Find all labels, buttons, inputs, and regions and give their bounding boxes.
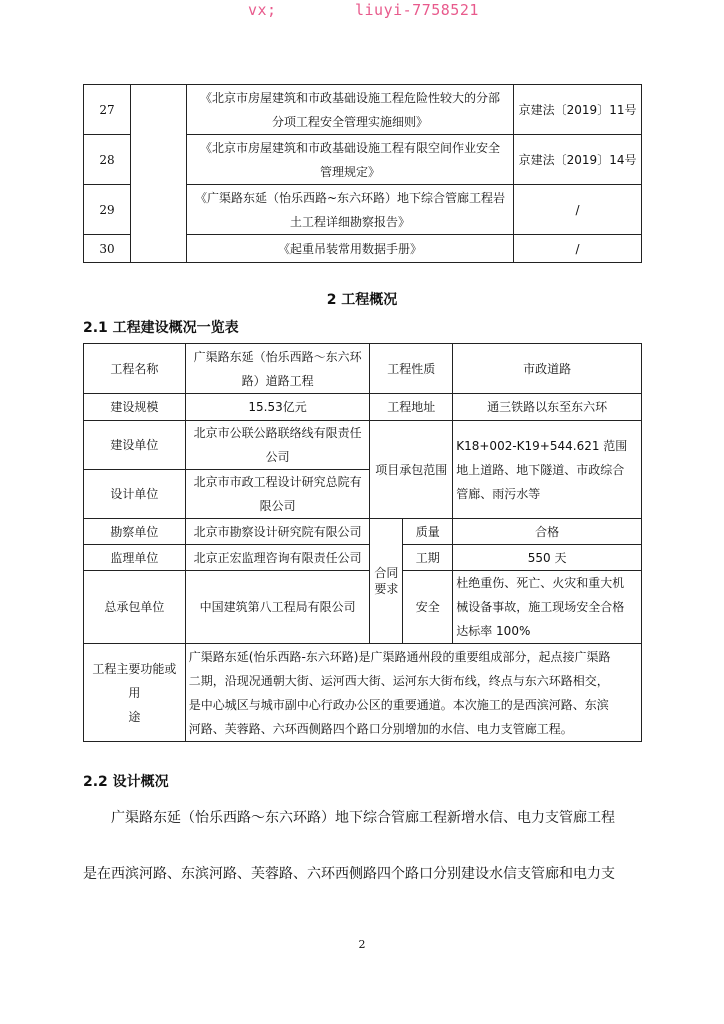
row-number: 29	[84, 185, 131, 235]
document-code: /	[514, 235, 642, 263]
table-row	[84, 394, 642, 421]
watermark	[0, 0, 724, 22]
row-number: 28	[84, 135, 131, 185]
supervisor-value: 北京正宏监理咨询有限责任公司	[185, 545, 370, 571]
address-value: 通三铁路以东至东六环	[453, 394, 642, 421]
survey-value: 北京市勘察设计研究院有限公司	[185, 519, 370, 545]
row-number: 27	[84, 85, 131, 135]
body-paragraph-line: 广渠路东延（怡乐西路～东六环路）地下综合管廊工程新增水信、电力支管廊工程	[111, 810, 615, 826]
page-number: 2	[358, 938, 366, 951]
table-row	[84, 519, 642, 545]
document-code: 京建法〔2019〕14号	[514, 135, 642, 185]
safety-value: 杜绝重伤、死亡、火灾和重大机 械设备事故，施工现场安全合格 达标率 100%	[453, 571, 642, 644]
scale-value: 15.53亿元	[185, 394, 370, 421]
reference-table	[83, 84, 642, 263]
period-value: 550 天	[453, 545, 642, 571]
quality-label: 质量	[403, 519, 453, 545]
category-cell	[130, 85, 186, 263]
document-title: 《北京市房屋建筑和市政基础设施工程危险性较大的分部 分项工程安全管理实施细则》	[186, 85, 513, 135]
name-value: 广渠路东延（怡乐西路～东六环 路）道路工程	[185, 344, 370, 394]
document-title: 《起重吊装常用数据手册》	[186, 235, 513, 263]
period-label: 工期	[403, 545, 453, 571]
row-number: 30	[84, 235, 131, 263]
nature-label: 工程性质	[370, 344, 453, 394]
subsection-heading: 2.2 设计概况	[83, 774, 169, 790]
survey-label: 勘察单位	[84, 519, 186, 545]
safety-label: 安全	[403, 571, 453, 644]
builder-value: 北京市公联公路联络线有限责任 公司	[185, 421, 370, 470]
table-row	[84, 571, 642, 644]
designer-label: 设计单位	[84, 470, 186, 519]
table-row	[84, 545, 642, 571]
project-overview-table	[83, 343, 642, 742]
quality-value: 合格	[453, 519, 642, 545]
supervisor-label: 监理单位	[84, 545, 186, 571]
function-label: 工程主要功能或用 途	[84, 644, 186, 742]
table-row	[84, 421, 642, 470]
nature-value: 市政道路	[453, 344, 642, 394]
watermark-left: vx;	[248, 1, 277, 19]
function-description: 广渠路东延(怡乐西路-东六环路)是广渠路通州段的重要组成部分，起点接广渠路 二期，沿现况通朝大街、运河西大街、运河东大街布线，终点与东六环路相交， 是中心城区与城市副中心行政办公区的重要通道。本次施工的是西滨河路、东滨 河路、芙蓉路、六环西侧路四个路口分别增加的水信、电力支管廊工程。	[185, 644, 641, 742]
document-title: 《北京市房屋建筑和市政基础设施工程有限空间作业安全 管理规定》	[186, 135, 513, 185]
subsection-heading: 2.1 工程建设概况一览表	[83, 320, 239, 336]
scope-label: 项目承包范围	[370, 421, 453, 519]
document-code: 京建法〔2019〕11号	[514, 85, 642, 135]
designer-value: 北京市市政工程设计研究总院有 限公司	[185, 470, 370, 519]
table-row	[84, 85, 642, 135]
general-contractor-label: 总承包单位	[84, 571, 186, 644]
table-row	[84, 644, 642, 742]
contract-requirements-label: 合同 要求	[370, 519, 403, 644]
scale-label: 建设规模	[84, 394, 186, 421]
builder-label: 建设单位	[84, 421, 186, 470]
table-row	[84, 344, 642, 394]
section-title: 2 工程概况	[326, 292, 398, 308]
scope-value: K18+002-K19+544.621 范围 地上道路、地下隧道、市政综合 管廊、雨污水等	[453, 421, 642, 519]
name-label: 工程名称	[84, 344, 186, 394]
address-label: 工程地址	[370, 394, 453, 421]
watermark-right: liuyi-7758521	[355, 1, 479, 19]
general-contractor-value: 中国建筑第八工程局有限公司	[185, 571, 370, 644]
document-title: 《广渠路东延（怡乐西路~东六环路）地下综合管廊工程岩 土工程详细勘察报告》	[186, 185, 513, 235]
document-code: /	[514, 185, 642, 235]
body-paragraph-line: 是在西滨河路、东滨河路、芙蓉路、六环西侧路四个路口分别建设水信支管廊和电力支	[83, 866, 615, 882]
